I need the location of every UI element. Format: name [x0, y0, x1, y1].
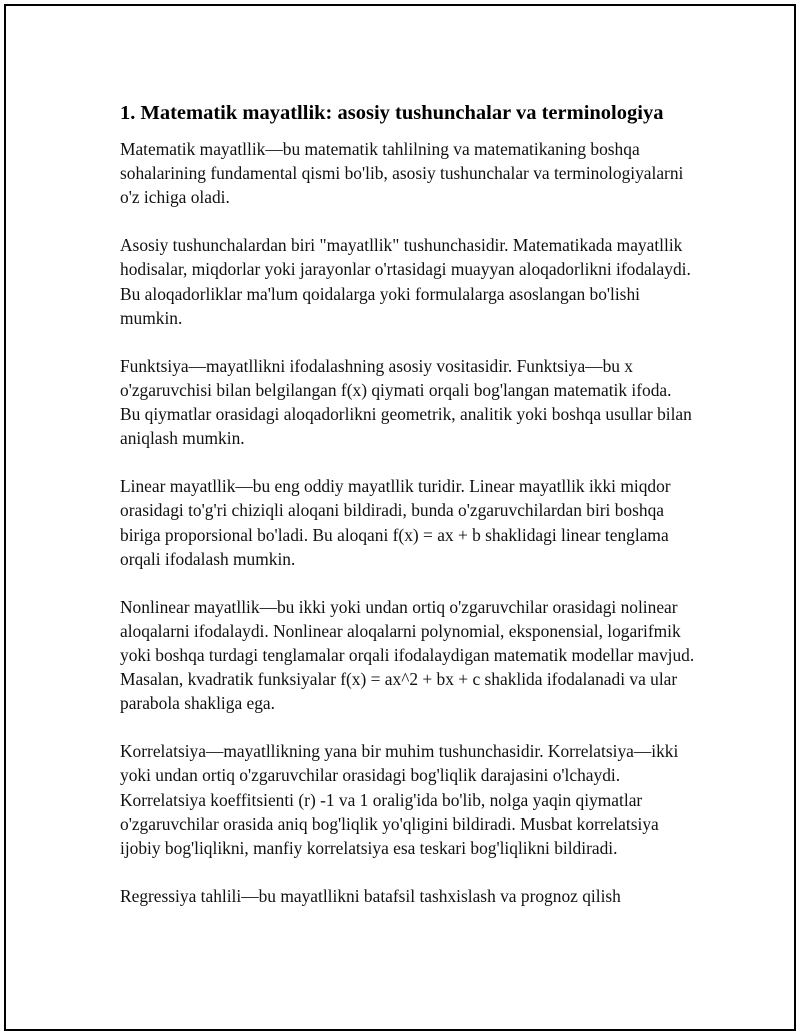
paragraph-linear: Linear mayatllik—bu eng oddiy mayatllik turidir. Linear mayatllik ikki miqdor orasidagi to'g'ri chiziqli aloqani bildiradi, bunda o'zgaruvchilardan biri boshqa biriga proporsional bo'ladi. Bu aloqani f(x) = ax + b shaklidagi linear tenglama orqali ifodalash mumkin. [120, 476, 671, 569]
page-frame [4, 4, 796, 1031]
paragraph-funktsiya: Funktsiya—mayatllikni ifodalashning asosiy vositasidir. Funktsiya—bu x o'zgaruvchisi bilan belgilangan f(x) qiymati orqali bog'langan matematik ifoda. Bu qiymatlar orasidagi aloqadorlikni geometrik, analitik yoki boshqa usullar bilan aniqlash mumkin. [120, 355, 692, 449]
paragraph-mayatllik-concept: Asosiy tushunchalardan biri "mayatllik" tushunchasidir. Matematikada mayatllik hodisalar, miqdorlar yoki jarayonlar o'rtasidagi muayyan aloqadorlikni ifodalaydi. Bu aloqadorliklar ma'lum qoidalarga yoki formulalarga asoslangan bo'lishi mumkin. [120, 235, 691, 328]
paragraph-intro: Matematik mayatllik—bu matematik tahlilning va matematikaning boshqa sohalarining fundamental qismi bo'lib, asosiy tushunchalar va terminologiyalarni o'z ichiga oladi. [120, 139, 684, 208]
section-heading: 1. Matematik mayatllik: asosiy tushunchalar va terminologiya [120, 102, 664, 124]
paragraph-nonlinear: Nonlinear mayatllik—bu ikki yoki undan ortiq o'zgaruvchilar orasidagi nolinear aloqalarni ifodalaydi. Nonlinear aloqalarni polynomial, eksponensial, logarifmik yoki boshqa turdagi tenglamalar orqali ifodalaydigan matematik modellar mavjud. Masalan, kvadratik funksiyalar f(x) = ax^2 + bx + c shaklida ifodalanadi va ular parabola shakliga ega. [120, 596, 695, 714]
paragraph-regressiya: Regressiya tahlili—bu mayatllikni batafsil tashxislash va prognoz qilish [120, 885, 621, 906]
document-body [120, 99, 696, 908]
paragraph-korrelatsiya: Korrelatsiya—mayatllikning yana bir muhim tushunchasidir. Korrelatsiya—ikki yoki undan ortiq o'zgaruvchilar orasidagi bog'liqlik darajasini o'lchaydi. Korrelatsiya koeffitsienti (r) -1 va 1 oralig'ida bo'lib, nolga yaqin qiymatlar o'zgaruvchilar orasida aniq bog'liqlik yo'qligini bildiradi. Musbat korrelatsiya ijobiy bog'liqlikni, manfiy korrelatsiya esa teskari bog'liqlikni bildiradi. [120, 741, 679, 858]
